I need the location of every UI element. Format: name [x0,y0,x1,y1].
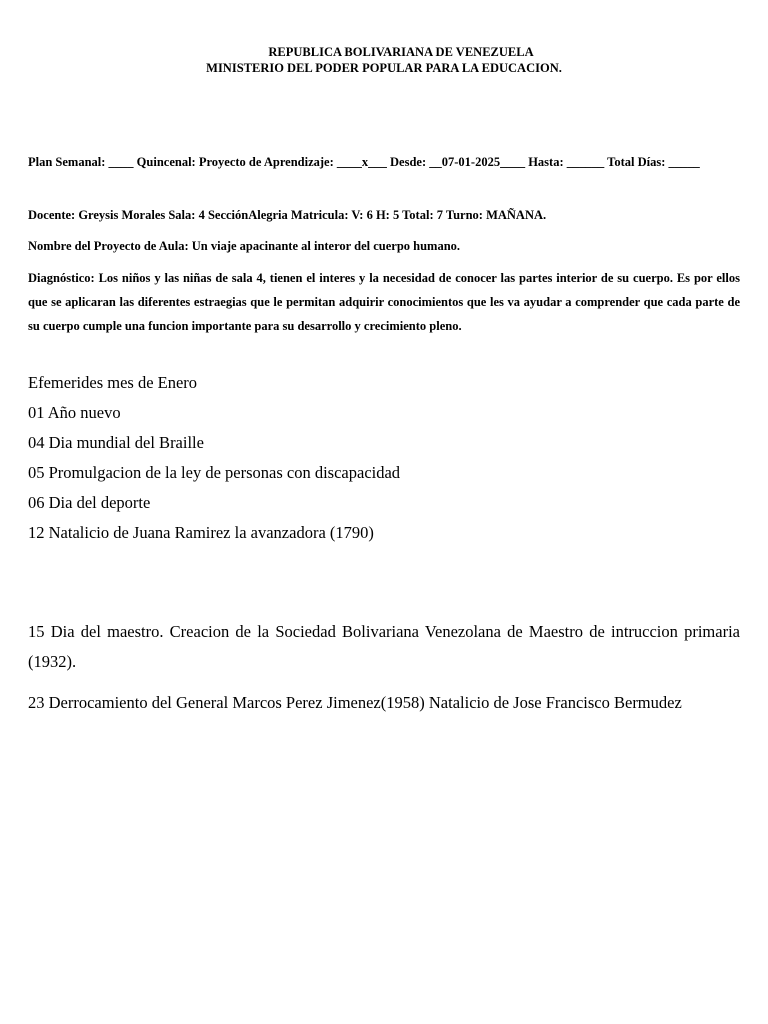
project-name-line: Nombre del Proyecto de Aula: Un viaje apacinante al interor del cuerpo humano. [28,239,461,253]
header-ministry: MINISTERIO DEL PODER POPULAR PARA LA EDUCACION. [206,61,562,75]
list-item: 04 Dia mundial del Braille [28,433,204,452]
efemeride-23: 23 Derrocamiento del General Marcos Perez Jimenez(1958) Natalicio de Jose Francisco Bermudez [28,693,682,712]
efemerides-title: Efemerides mes de Enero [28,373,198,392]
document-header [28,44,740,76]
list-item: 12 Natalicio de Juana Ramirez la avanzadora (1790) [28,523,374,542]
header-republic: REPUBLICA BOLIVARIANA DE VENEZUELA [268,45,534,59]
docente-line: Docente: Greysis Morales Sala: 4 SecciónAlegria Matricula: V: 6 H: 5 Total: 7 Turno: MAÑANA. [28,208,547,222]
list-item: 01 Año nuevo [28,403,121,422]
list-item: 06 Dia del deporte [28,493,151,512]
efemerides-list [28,368,740,548]
plan-line: Plan Semanal: ____ Quincenal: Proyecto de Aprendizaje: ____x___ Desde: __07-01-2025____ Hasta: ______ Total Días: _____ [28,155,700,169]
list-item: 05 Promulgacion de la ley de personas con discapacidad [28,463,401,482]
efemeride-15: 15 Dia del maestro. Creacion de la Sociedad Bolivariana Venezolana de Maestro de intruccion primaria (1932). [28,622,740,671]
diagnostic-paragraph: Diagnóstico: Los niños y las niñas de sala 4, tienen el interes y la necesidad de conocer las partes interior de su cuerpo. Es por ellos que se aplicaran las diferentes estraegias que le permitan adquirir conocimientos que les va ayudar a comprender que cada parte de su cuerpo cumple una funcion importante para su desarrollo y crecimiento pleno. [28,271,740,333]
